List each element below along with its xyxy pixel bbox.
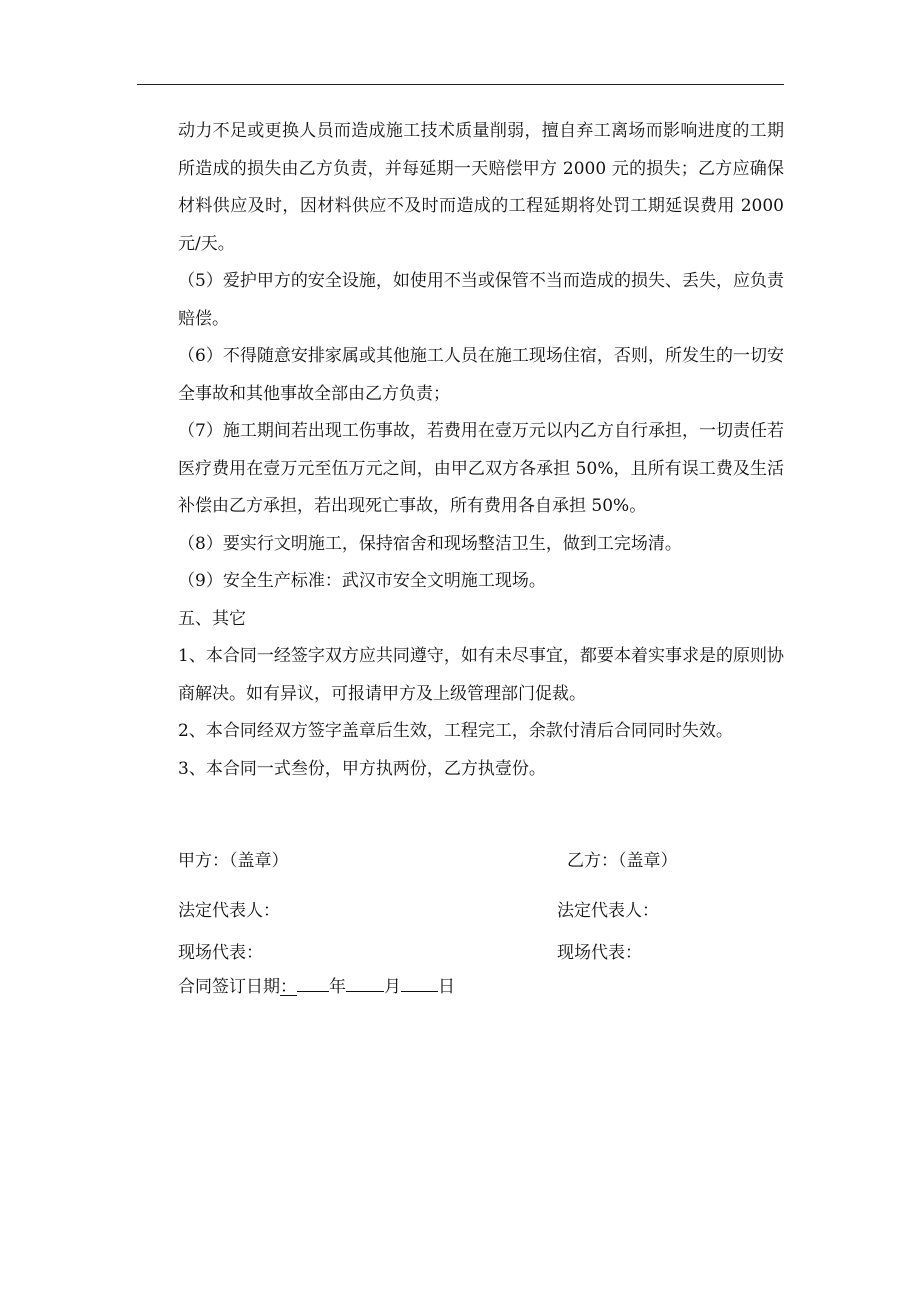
paragraph-other-2: 2、本合同经双方签字盖章后生效，工程完工，余款付清后合同同时失效。 bbox=[178, 721, 733, 741]
paragraph-other-1: 1、本合同一经签字双方应共同遵守，如有未尽事宜，都要本着实事求是的原则协商解决。如有异议，可报请甲方及上级管理部门促裁。 bbox=[178, 646, 784, 704]
party-a-site-rep-label: 现场代表： bbox=[178, 943, 263, 963]
day-blank bbox=[401, 973, 438, 992]
signing-date-line bbox=[178, 972, 455, 997]
month-blank bbox=[346, 973, 384, 992]
party-b-site-rep-label: 现场代表： bbox=[557, 943, 642, 963]
paragraph-item-5: （5）爱护甲方的安全设施，如使用不当或保管不当而造成的损失、丢失，应负责赔偿。 bbox=[178, 271, 784, 329]
section-heading-other: 五、其它 bbox=[178, 608, 246, 629]
paragraph-delay-clause: 动力不足或更换人员而造成施工技术质量削弱，擅自弃工离场而影响进度的工期所造成的损失由乙方负责，并每延期一天赔偿甲方 2000 元的损失；乙方应确保材料供应及时，因材料供应不及时而造成的工程延期将处罚工期延误费用 2000 元/天。 bbox=[178, 121, 784, 254]
seal-row bbox=[178, 846, 784, 870]
year-label: 年 bbox=[329, 977, 346, 997]
site-rep-row bbox=[178, 938, 784, 962]
paragraph-other-3: 3、本合同一式叁份，甲方执两份，乙方执壹份。 bbox=[178, 758, 546, 779]
paragraph-item-8: （8）要实行文明施工，保持宿舍和现场整洁卫生，做到工完场清。 bbox=[178, 533, 682, 554]
signing-date-colon: ： bbox=[280, 977, 297, 997]
contract-body bbox=[178, 113, 784, 788]
paragraph-item-7: （7）施工期间若出现工伤事故，若费用在壹万元以内乙方自行承担，一切责任若医疗费用在壹万元至伍万元之间，由甲乙双方各承担 50%，且所有误工费及生活补偿由乙方承担，若出现死亡事故，所有费用各自承担 50%。 bbox=[178, 421, 784, 516]
month-label: 月 bbox=[384, 977, 401, 997]
party-a-legal-rep-label: 法定代表人： bbox=[178, 901, 280, 921]
party-b-legal-rep-label: 法定代表人： bbox=[557, 901, 659, 921]
day-label: 日 bbox=[438, 977, 455, 997]
signing-date-label: 合同签订日期 bbox=[178, 977, 280, 997]
paragraph-item-9: （9）安全生产标准：武汉市安全文明施工现场。 bbox=[178, 571, 546, 591]
party-a-seal-label: 甲方：（盖章） bbox=[178, 851, 289, 871]
legal-rep-row bbox=[178, 896, 784, 920]
header-rule bbox=[137, 84, 784, 85]
year-blank bbox=[297, 973, 329, 992]
paragraph-item-6: （6）不得随意安排家属或其他施工人员在施工现场住宿，否则，所发生的一切安全事故和其他事故全部由乙方负责； bbox=[178, 346, 784, 404]
party-b-seal-label: 乙方：（盖章） bbox=[567, 851, 678, 871]
